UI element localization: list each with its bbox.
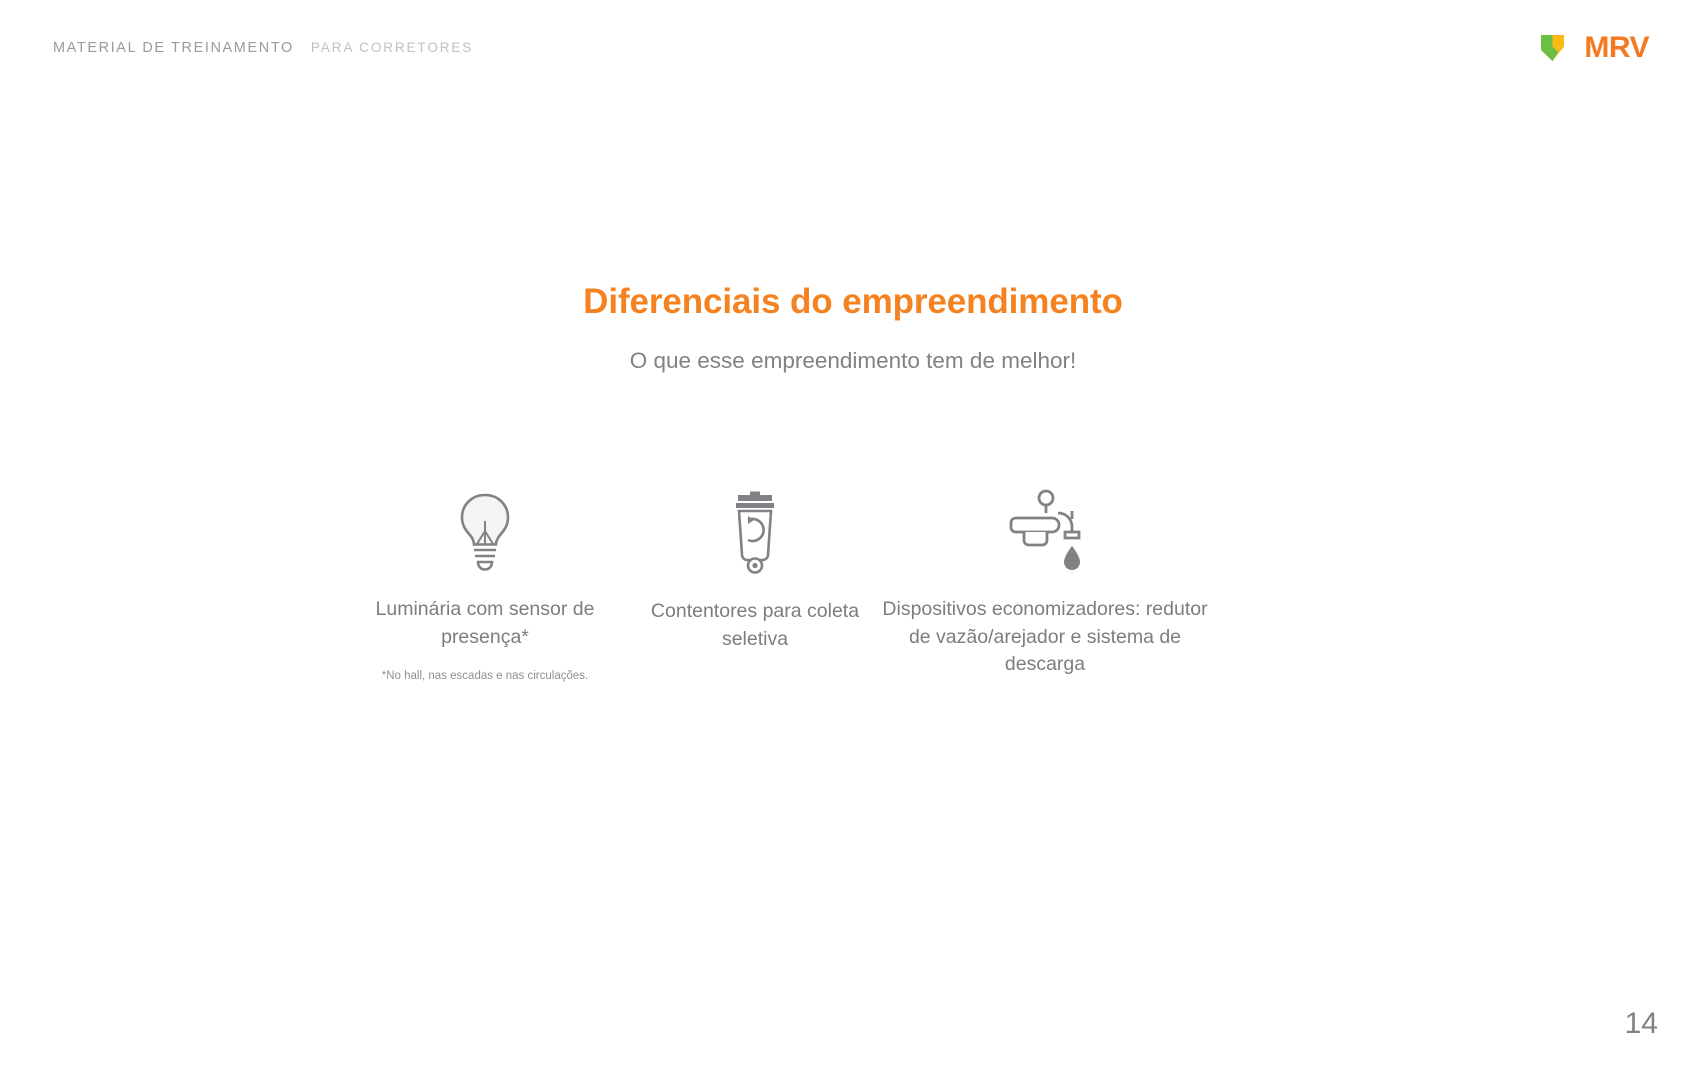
feature-label: Luminária com sensor de presença* [375, 598, 595, 648]
feature-label: Contentores para coleta seletiva [650, 600, 860, 650]
feature-item [340, 488, 630, 684]
lightbulb-icon [454, 488, 516, 574]
page-subtitle: O que esse empreendimento tem de melhor! [629, 348, 1077, 373]
mrv-logo-text: MRV [1584, 31, 1649, 64]
mrv-logo-mark-icon [1541, 33, 1575, 63]
slide-header [53, 40, 473, 56]
header-subtitle: PARA CORRETORES [310, 40, 474, 55]
mrv-logo [1541, 33, 1649, 63]
feature-item [630, 488, 880, 671]
page-title: Diferenciais do empreendimento [583, 282, 1123, 321]
feature-item [880, 488, 1210, 697]
features-row [340, 488, 1366, 697]
header-title: MATERIAL DE TREINAMENTO [53, 40, 294, 56]
recycling-bin-icon [724, 490, 786, 576]
feature-footnote: *No hall, nas escadas e nas circulações. [381, 670, 589, 683]
feature-label: Dispositivos economizadores: redutor de vazão/arejador e sistema de descarga [882, 598, 1208, 676]
faucet-water-drop-icon [1002, 488, 1088, 574]
page-number: 14 [1624, 1007, 1658, 1040]
